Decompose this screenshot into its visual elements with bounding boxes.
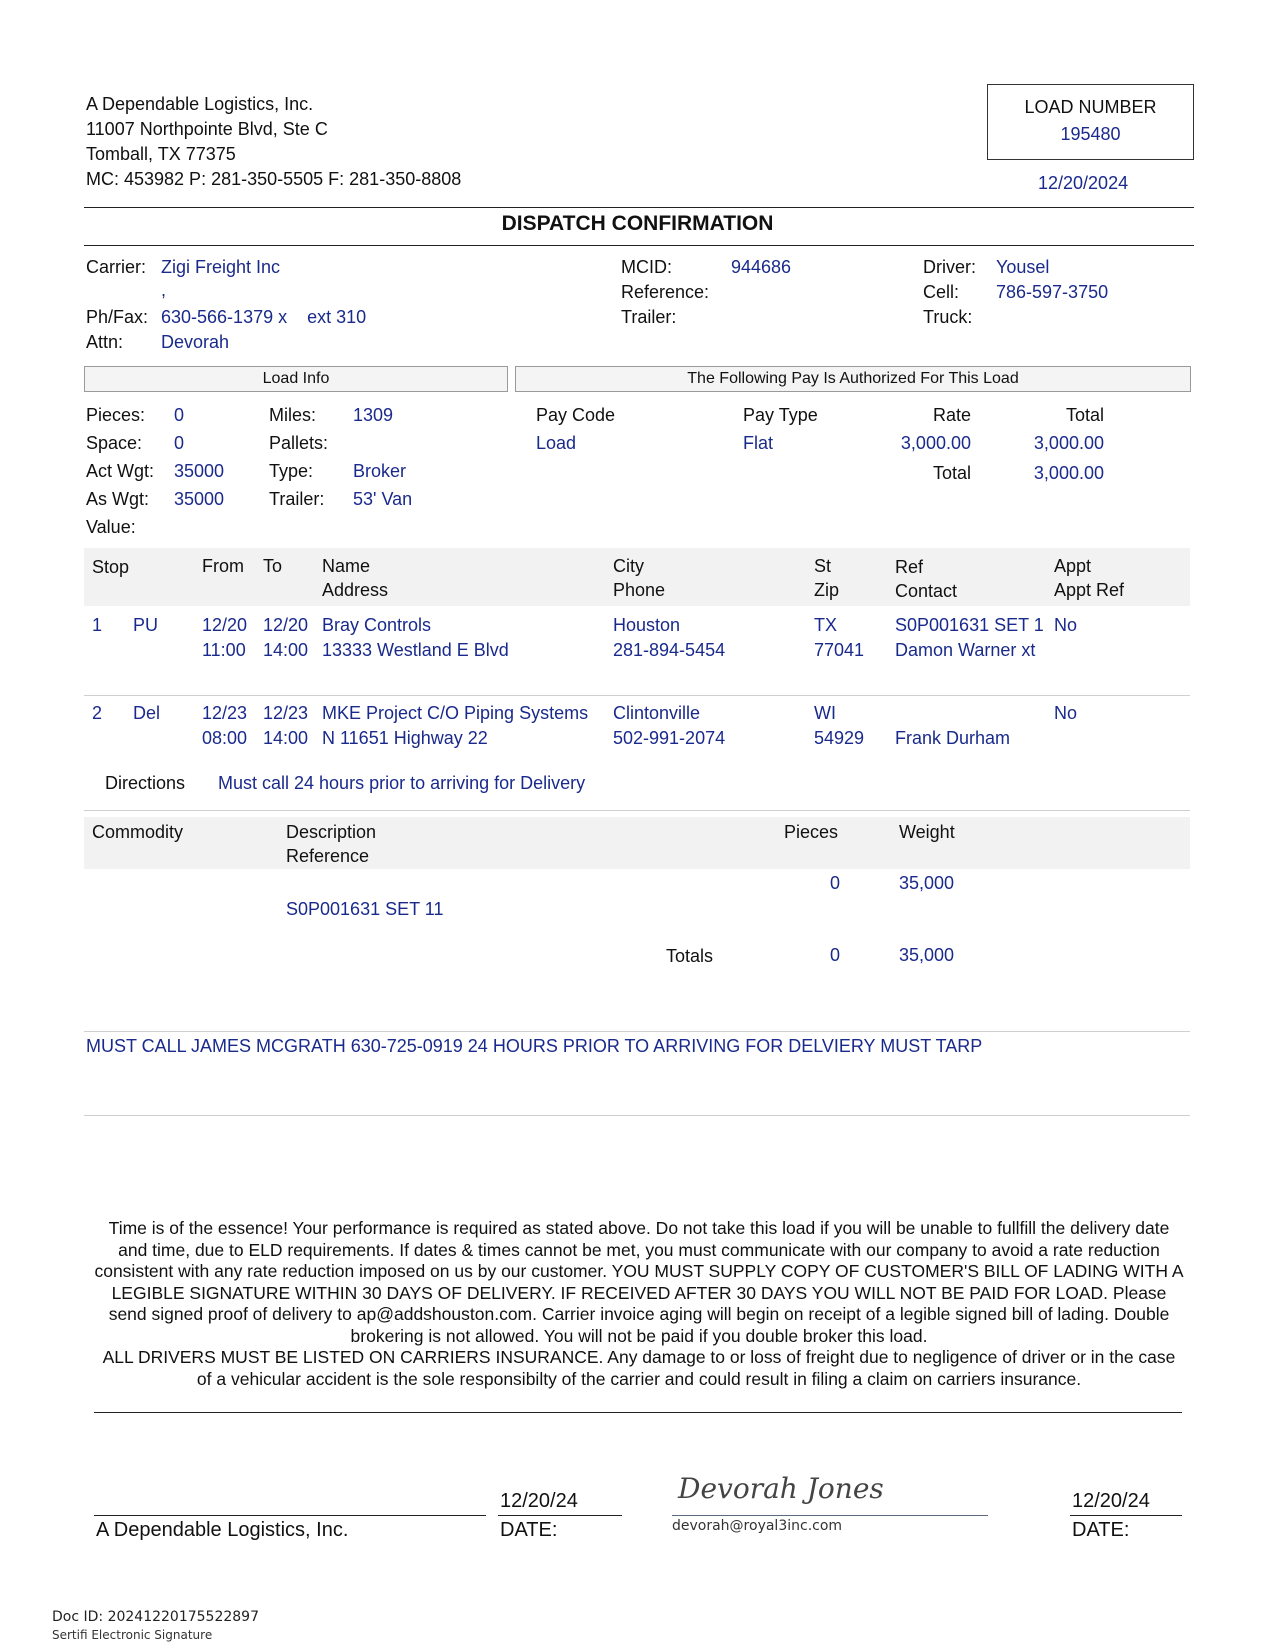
actwgt-value: 35000 [174,461,225,481]
stop-from-time: 11:00 [202,640,246,660]
stop-number: 2 [92,703,103,723]
company-name: A Dependable Logistics, Inc. [86,94,314,114]
attn-value: Devorah [161,332,230,352]
stop-city: Houston [613,615,681,635]
aswgt-value: 35000 [174,489,225,509]
stop-to-time: 14:00 [263,640,309,660]
phone-header: Phone [613,580,666,600]
totals-pieces: 0 [829,945,840,965]
commodity-weight: 35,000 [899,873,955,893]
cell-label: Cell: [923,282,960,302]
stop-state: WI [814,703,836,723]
stop-name: Bray Controls [322,615,432,635]
stop-number: 1 [92,615,103,635]
divider [94,1412,1182,1413]
to-header: To [263,556,283,576]
divider [84,207,1194,208]
load-trailer-label: Trailer: [269,489,325,509]
mcid-label: MCID: [621,257,672,277]
carrier-line-2: , [161,280,167,300]
trailer-label: Trailer: [621,307,677,327]
pay-type-value: Flat [743,433,774,453]
carrier-name: Zigi Freight Inc [161,257,281,277]
space-value: 0 [174,433,185,453]
actwgt-label: Act Wgt: [86,461,155,481]
ref-header: Ref [895,557,924,577]
carrier-label: Carrier: [86,257,147,277]
stop-zip: 77041 [814,640,865,660]
stop-from-time: 08:00 [202,728,248,748]
type-label: Type: [269,461,314,481]
divider [84,1115,1190,1116]
appt-header: Appt [1054,556,1092,576]
mcid-value: 944686 [731,257,792,277]
load-number-box [987,84,1194,160]
terms-text [94,1218,1184,1390]
stop-address: 13333 Westland E Blvd [322,640,509,660]
page-title: DISPATCH CONFIRMATION [501,212,774,235]
description-header: Description [286,822,377,842]
address-header: Address [322,580,389,600]
driver-label: Driver: [923,257,976,277]
load-trailer-value: 53' Van [353,489,413,509]
left-sign-date: 12/20/24 [500,1490,578,1512]
signer-email: devorah@royal3inc.com [672,1518,843,1534]
insurance-paragraph: ALL DRIVERS MUST BE LISTED ON CARRIERS INSURANCE. Any damage to or loss of freight due to negligence of driver or in the case of a vehicular accident is the sole responsibilty of the carrier and could result in filing a claim on carriers insurance. [102,1347,1176,1389]
esign-label: Sertifi Electronic Signature [52,1628,213,1642]
stop-city: Clintonville [613,703,701,723]
pay-type-header: Pay Type [743,405,818,425]
pay-code-value: Load [536,433,577,453]
name-header: Name [322,556,371,576]
divider [84,1031,1190,1032]
value-label: Value: [86,517,136,537]
phfax-label: Ph/Fax: [86,307,149,327]
attn-label: Attn: [86,332,124,352]
special-instructions: MUST CALL JAMES MCGRATH 630-725-0919 24 HOURS PRIOR TO ARRIVING FOR DELVIERY MUST TARP [86,1036,983,1056]
commodity-pieces: 0 [829,873,840,893]
rate-header: Rate [932,405,971,425]
stop-to-date: 12/20 [263,615,309,635]
commodity-weight-header: Weight [899,822,955,842]
signature-line [94,1515,486,1516]
commodity-reference: S0P001631 SET 11 [286,899,444,919]
miles-label: Miles: [269,405,317,425]
stop-ref: S0P001631 SET 1 [895,615,1044,635]
divider [84,245,1194,246]
carrier-signature: Devorah Jones [678,1472,884,1505]
stop-contact: Damon Warner xt [895,640,1036,660]
stop-type: Del [133,703,161,723]
total-value: 3,000.00 [1033,433,1104,453]
rate-value: 3,000.00 [900,433,971,453]
stop-name: MKE Project C/O Piping Systems [322,703,589,723]
stop-from-date: 12/23 [202,703,248,723]
left-date-label: DATE: [500,1519,558,1541]
company-address-1: 11007 Northpointe Blvd, Ste C [86,119,328,139]
phfax-value: 630-566-1379 x ext 310 [161,307,367,327]
commodity-reference-header: Reference [286,846,370,866]
stop-address: N 11651 Highway 22 [322,728,488,748]
miles-value: 1309 [353,405,394,425]
divider [84,695,1190,696]
cell-value: 786-597-3750 [996,282,1109,302]
stop-from-date: 12/20 [202,615,248,635]
terms-paragraph: Time is of the essence! Your performance is required as stated above. Do not take this load if you will be unable to fullfill the delivery date and time, due to ELD requirements. If dates & times cannot be met, you must communicate with our company to avoid a rate reduction consistent with any rate reduction imposed on us by our customer. YOU MUST SUPPLY COPY OF CUSTOMER'S BILL OF LADING WITH A LEGIBLE SIGNATURE WITHIN 30 DAYS OF DELIVERY. IF RECEIVED AFTER 30 DAYS YOU WILL NOT BE PAID FOR LOAD. Please send signed proof of delivery to ap@addshouston.com. Carrier invoice aging will begin on receipt of a legible signed bill of lading. Double brokering is not allowed. You will not be paid if you double broker this load. [94,1218,1184,1346]
space-label: Space: [86,433,143,453]
directions-value: Must call 24 hours prior to arriving for Delivery [218,773,586,793]
st-header: St [814,556,832,576]
pay-header: The Following Pay Is Authorized For This Load [515,366,1191,392]
date-line [1070,1515,1182,1516]
company-address-2: Tomball, TX 77375 [86,144,236,164]
stop-zip: 54929 [814,728,865,748]
pieces-value: 0 [174,405,185,425]
load-info-header: Load Info [84,366,508,392]
total-header: Total [1065,405,1104,425]
stop-to-time: 14:00 [263,728,309,748]
stop-header: Stop [92,557,130,577]
company-contact-line: MC: 453982 P: 281-350-5505 F: 281-350-8808 [86,169,462,189]
type-value: Broker [353,461,407,481]
pallets-label: Pallets: [269,433,329,453]
stop-contact: Frank Durham [895,728,1011,748]
right-date-label: DATE: [1072,1519,1130,1541]
totals-label: Totals [666,946,714,966]
grand-total-label: Total [932,463,971,483]
commodity-header: Commodity [92,822,184,842]
load-number: 195480 [1060,124,1121,144]
signatory-company: A Dependable Logistics, Inc. [96,1519,349,1541]
divider [84,810,1190,811]
directions-label: Directions [105,773,186,793]
load-number-label: LOAD NUMBER [1024,97,1157,117]
stop-appt: No [1054,615,1078,635]
signature-line [672,1515,988,1516]
commodity-pieces-header: Pieces [784,822,839,842]
zip-header: Zip [814,580,840,600]
from-header: From [202,556,244,576]
commodity-header-bar [84,817,1190,869]
grand-total-value: 3,000.00 [1033,463,1104,483]
appt-ref-header: Appt Ref [1054,580,1125,600]
right-sign-date: 12/20/24 [1072,1490,1150,1512]
driver-value: Yousel [996,257,1050,277]
stop-state: TX [814,615,838,635]
stop-type: PU [133,615,159,635]
city-header: City [613,556,644,576]
date-line [498,1515,622,1516]
doc-id: Doc ID: 20241220175522897 [52,1609,259,1625]
pieces-label: Pieces: [86,405,146,425]
reference-label: Reference: [621,282,710,302]
aswgt-label: As Wgt: [86,489,150,509]
totals-weight: 35,000 [899,945,955,965]
stop-phone: 281-894-5454 [613,640,726,660]
contact-header: Contact [895,581,958,601]
truck-label: Truck: [923,307,973,327]
stop-to-date: 12/23 [263,703,309,723]
pay-code-header: Pay Code [536,405,616,425]
load-date: 12/20/2024 [1038,173,1129,193]
stop-phone: 502-991-2074 [613,728,726,748]
stop-appt: No [1054,703,1078,723]
